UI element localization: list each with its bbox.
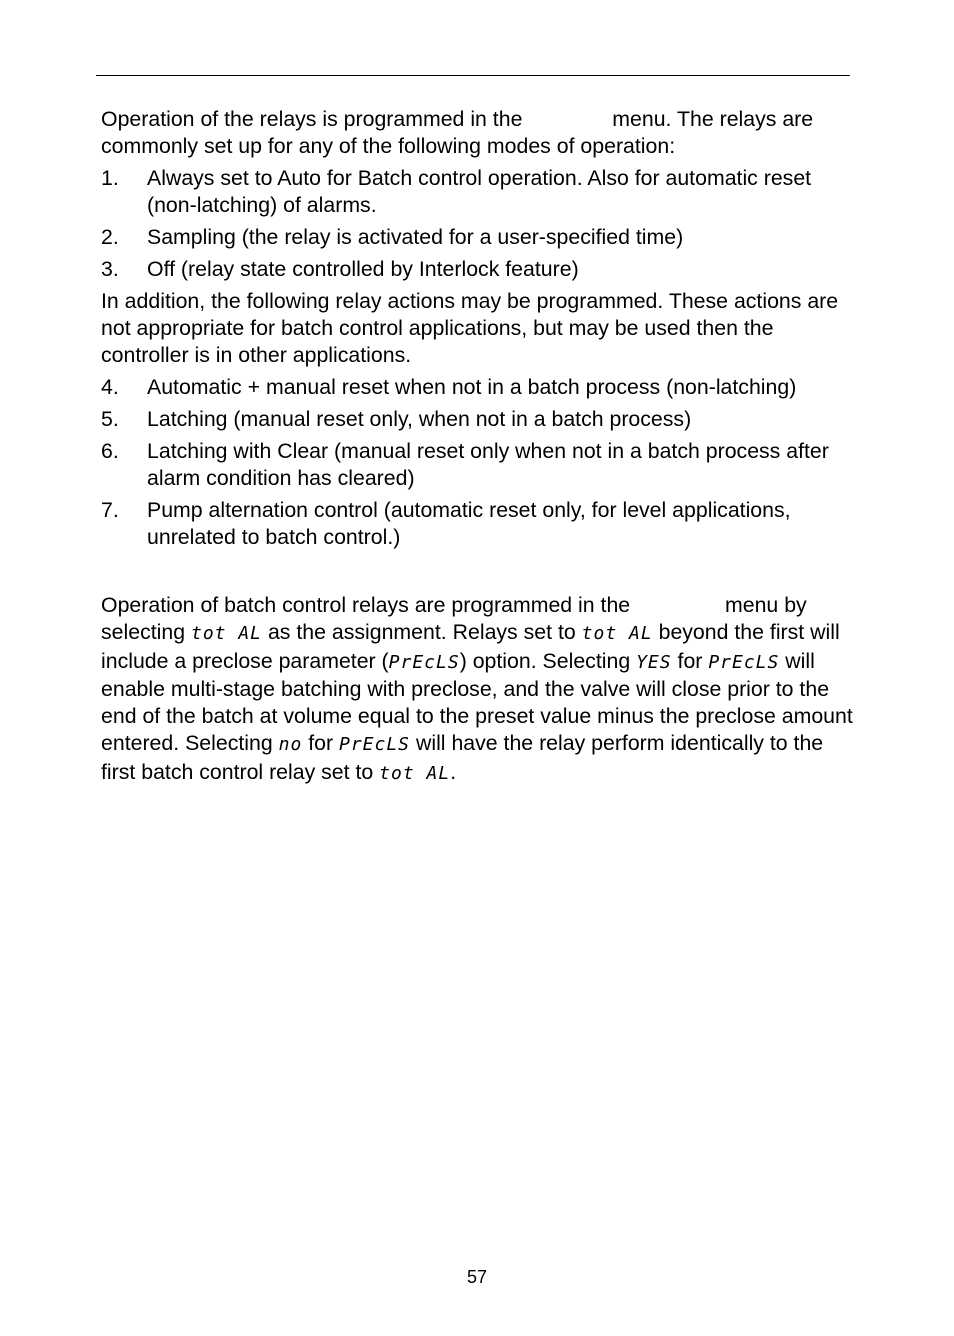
lcd-total-text: tot AL — [581, 622, 653, 644]
relay-intro-paragraph: Operation of the relays is programmed in the menu. The relays are commonly set up for any of the following modes of operation: — [101, 107, 814, 158]
page-body — [101, 106, 861, 788]
relay-actions-list — [101, 374, 861, 551]
lcd-precls-text: PrEcLS — [388, 651, 460, 673]
list-item: 5. Latching (manual reset only, when not in a batch process) — [101, 407, 692, 431]
list-item: 2. Sampling (the relay is activated for a user-specified time) — [101, 225, 684, 249]
list-item: 6. Latching with Clear (manual reset only when not in a batch process after alarm condition has cleared) — [101, 439, 829, 490]
lcd-no-text: no — [278, 733, 303, 755]
page-number: 57 — [466, 1267, 488, 1287]
lcd-total-text: tot AL — [190, 622, 263, 644]
section-gap — [101, 556, 861, 592]
list-item: 7. Pump alternation control (automatic reset only, for level applications, unrelated to batch control.) — [101, 498, 791, 549]
relay-modes-list — [101, 165, 861, 283]
relay-actions-paragraph: In addition, the following relay actions may be programmed. These actions are not appropriate for batch control applications, but may be used then the controller is in other applications. — [101, 289, 839, 367]
lcd-precls-text: PrEcLS — [708, 651, 780, 673]
lcd-total-text: tot AL — [379, 762, 451, 784]
list-item: 4. Automatic + manual reset when not in a batch process (non-latching) — [101, 375, 797, 399]
batch-relays-paragraph: Operation of batch control relays are programmed in the menu by selecting tot AL as the assignment. Relays set to tot AL beyond the first will include a preclose parameter (PrEcLS) option. Selecting YES for PrEcLS will enable multi-stage batching with preclose, and the valve will close prior to the end of the batch at volume equal to the preset value minus the preclose amount entered. Selecting no for PrEcLS will have the relay perform identically to the first batch control relay set to tot AL. — [101, 593, 853, 784]
lcd-yes-text: YES — [636, 651, 672, 673]
list-item: 1. Always set to Auto for Batch control operation. Also for automatic reset (non-latching) of alarms. — [101, 166, 812, 217]
lcd-precls-text: PrEcLS — [339, 733, 411, 755]
header-rule — [96, 75, 850, 76]
list-item: 3. Off (relay state controlled by Interlock feature) — [101, 257, 579, 281]
